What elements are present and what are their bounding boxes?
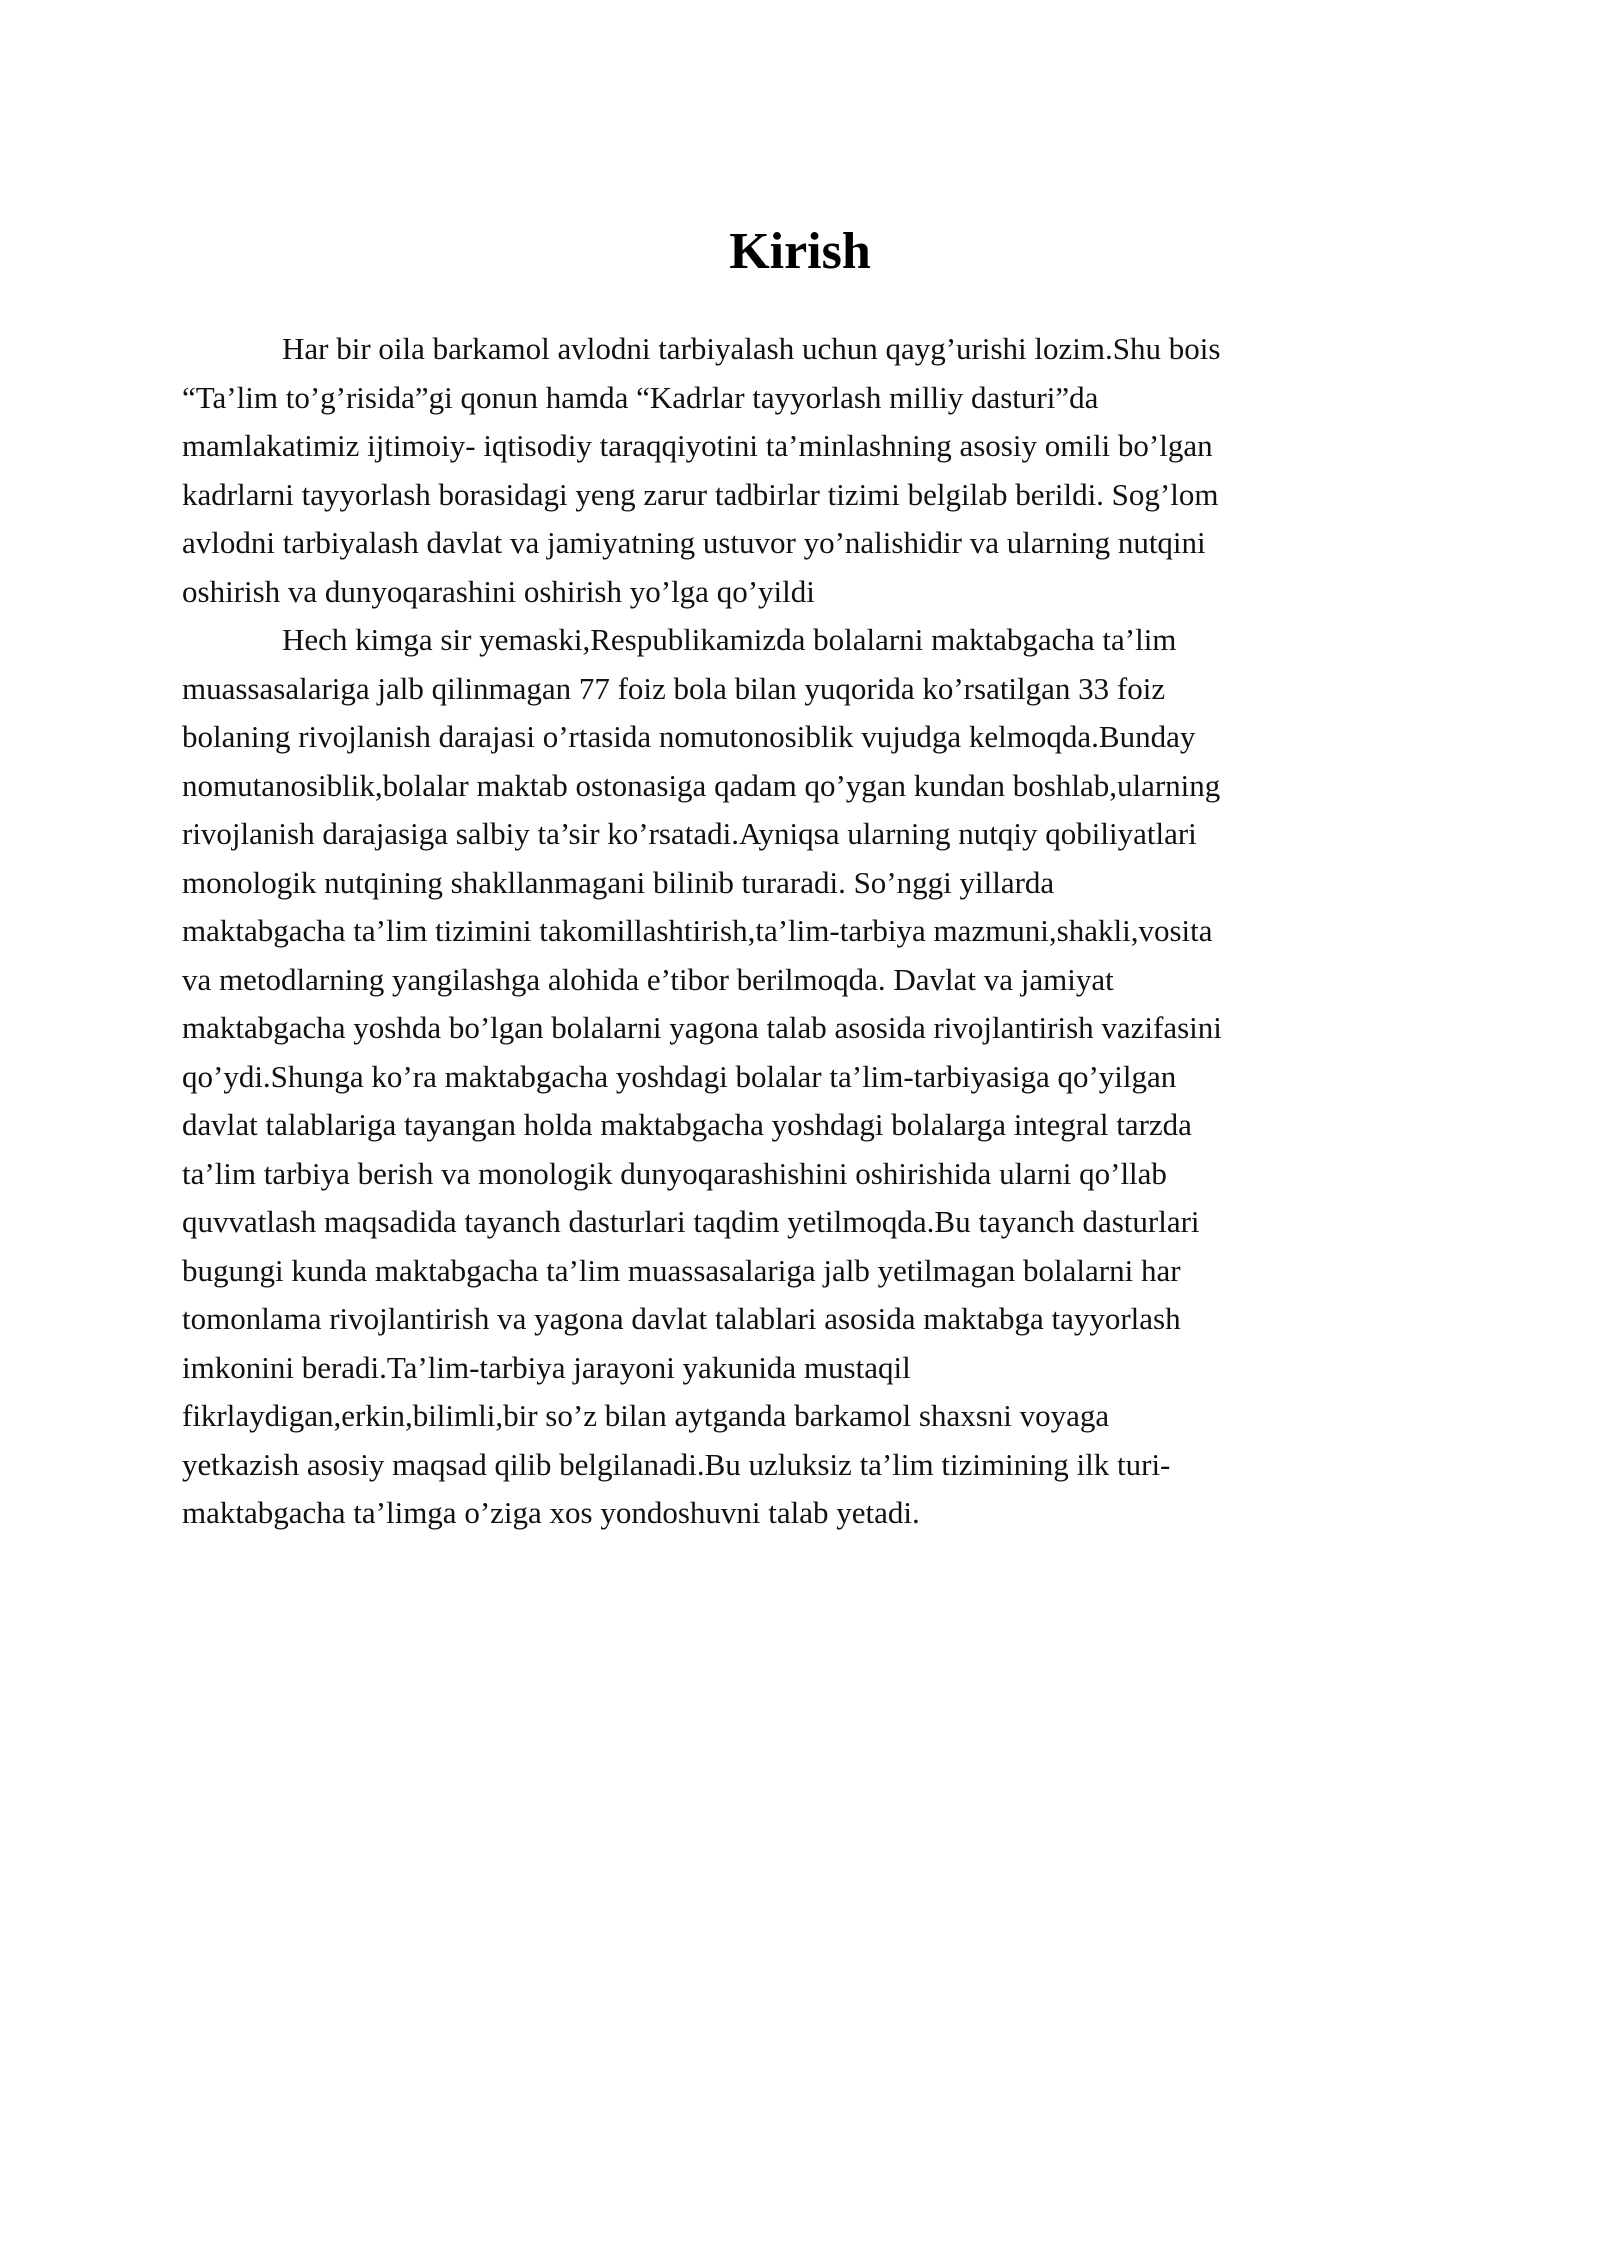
text-line: Hech kimga sir yemaski,Respublikamizda bolalarni maktabgacha ta’lim bbox=[282, 622, 1177, 657]
text-line: muassasalariga jalb qilinmagan 77 foiz bola bilan yuqorida ko’rsatilgan 33 foiz bbox=[182, 670, 1166, 706]
text-line: va metodlarning yangilashga alohida e’tibor berilmoqda. Davlat va jamiyat bbox=[182, 961, 1114, 997]
text-line: avlodni tarbiyalash davlat va jamiyatning ustuvor yo’nalishidir va ularning nutqini bbox=[182, 525, 1206, 560]
text-line: imkonini beradi.Ta’lim-tarbiya jarayoni yakunida mustaqil bbox=[182, 1349, 911, 1385]
text-line: maktabgacha yoshda bo’lgan bolalarni yagona talab asosida rivojlantirish vazifasini bbox=[182, 1010, 1222, 1045]
text-line: fikrlaydigan,erkin,bilimli,bir so’z bilan aytganda barkamol shaxsni voyaga bbox=[182, 1398, 1110, 1433]
text-line: monologik nutqining shakllanmagani bilinib turaradi. So’nggi yillarda bbox=[182, 864, 1055, 900]
text-line: quvvatlash maqsadida tayanch dasturlari taqdim yetilmoqda.Bu tayanch dasturlari bbox=[182, 1204, 1200, 1239]
text-line: yetkazish asosiy maqsad qilib belgilanadi.Bu uzluksiz ta’lim tizimining ilk turi- bbox=[182, 1446, 1171, 1482]
text-line: mamlakatimiz ijtimoiy- iqtisodiy taraqqiyotini ta’minlashning asosiy omili bo’lgan bbox=[182, 428, 1213, 463]
text-line: nomutanosiblik,bolalar maktab ostonasiga qadam qo’ygan kundan boshlab,ularning bbox=[182, 767, 1221, 803]
page-title: Kirish bbox=[729, 223, 871, 280]
text-line: bugungi kunda maktabgacha ta’lim muassasalariga jalb yetilmagan bolalarni har bbox=[182, 1252, 1181, 1288]
text-line: rivojlanish darajasiga salbiy ta’sir ko’rsatadi.Ayniqsa ularning nutqiy qobiliyatlari bbox=[182, 816, 1197, 851]
text-line: tomonlama rivojlantirish va yagona davlat talablari asosida maktabga tayyorlash bbox=[182, 1301, 1181, 1336]
text-line: ta’lim tarbiya berish va monologik dunyoqarashishini oshirishida ularni qo’llab bbox=[182, 1155, 1167, 1191]
text-line: maktabgacha ta’lim tizimini takomillashtirish,ta’lim-tarbiya mazmuni,shakli,vosita bbox=[182, 913, 1213, 948]
text-line: “Ta’lim to’g’risida”gi qonun hamda “Kadrlar tayyorlash milliy dasturi”da bbox=[182, 379, 1099, 415]
paragraph-2 bbox=[182, 616, 1452, 1538]
text-line: bolaning rivojlanish darajasi o’rtasida nomutonosiblik vujudga kelmoqda.Bunday bbox=[182, 719, 1196, 754]
text-line: kadrlarni tayyorlash borasidagi yeng zarur tadbirlar tizimi belgilab berildi. Sog’lom bbox=[182, 476, 1219, 512]
text-line: oshirish va dunyoqarashini oshirish yo’lga qo’yildi bbox=[182, 573, 815, 609]
text-line: maktabgacha ta’limga o’ziga xos yondoshuvni talab yetadi. bbox=[182, 1495, 920, 1530]
document-body bbox=[182, 325, 1452, 1538]
text-line: davlat talablariga tayangan holda maktabgacha yoshdagi bolalarga integral tarzda bbox=[182, 1107, 1192, 1142]
text-line: Har bir oila barkamol avlodni tarbiyalash uchun qayg’urishi lozim.Shu bois bbox=[282, 331, 1221, 366]
text-line: qo’ydi.Shunga ko’ra maktabgacha yoshdagi bolalar ta’lim-tarbiyasiga qo’yilgan bbox=[182, 1058, 1177, 1094]
paragraph-1 bbox=[182, 325, 1452, 616]
